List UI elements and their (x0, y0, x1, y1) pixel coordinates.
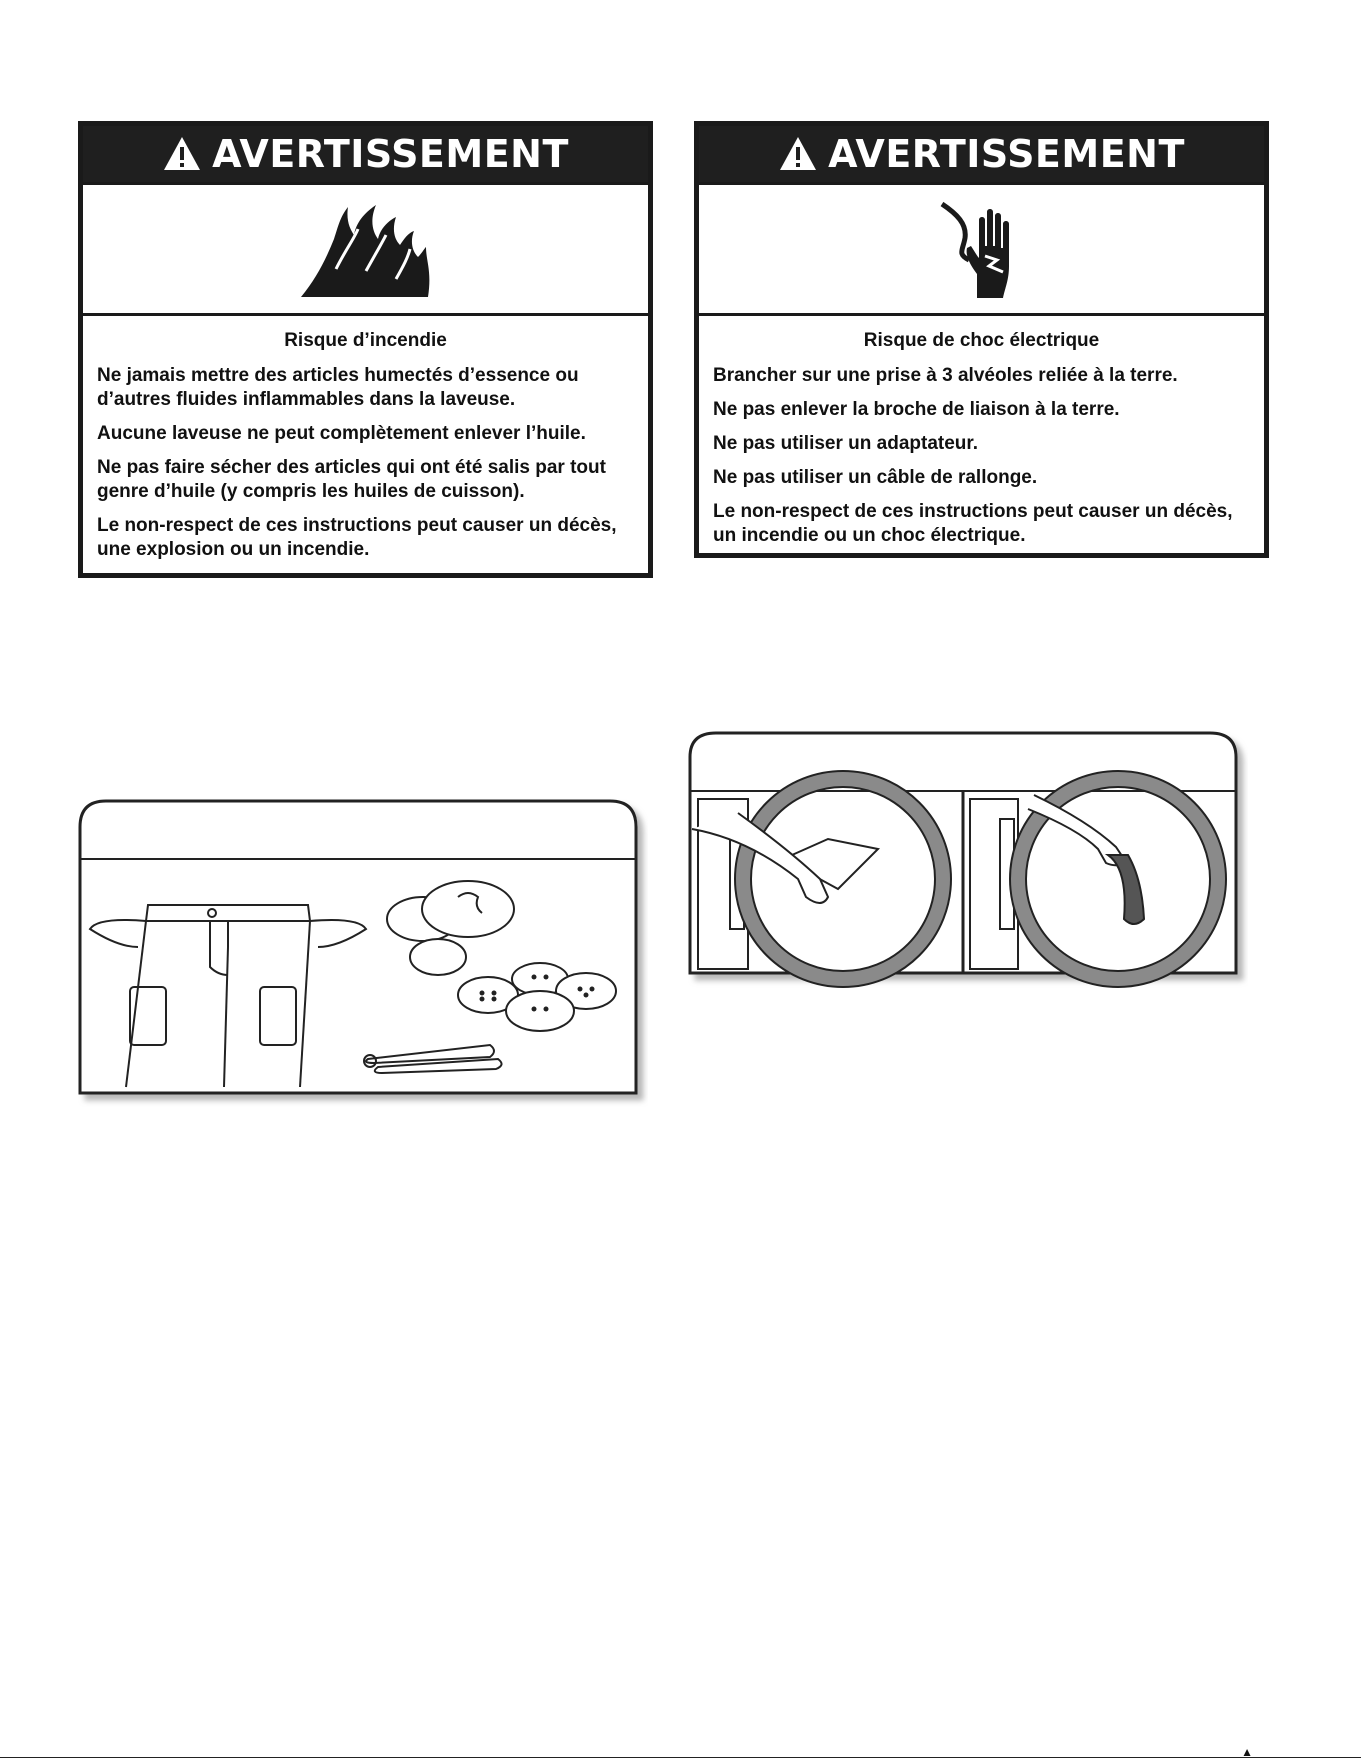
icon-area (82, 182, 649, 316)
warning-header (83, 126, 648, 182)
warning-line: Brancher sur une prise à 3 alvéoles reliée à la terre. (713, 365, 1178, 386)
warning-line: Ne pas utiliser un câble de rallonge. (713, 467, 1038, 488)
fire-icon (296, 199, 436, 299)
fire-warning-box (78, 121, 653, 578)
page-marker: ▲ (1241, 1745, 1253, 1759)
warning-line: Le non-respect de ces instructions peut causer un décès, un incendie ou un choc électrique. (713, 501, 1233, 546)
icon-area (698, 182, 1265, 316)
warning-line: Le non-respect de ces instructions peut causer un décès, une explosion ou un incendie. (97, 515, 617, 560)
warning-title: AVERTISSEMENT (828, 132, 1185, 176)
pockets-illustration-panel (78, 797, 648, 1107)
warning-subtitle: Risque d’incendie (284, 330, 447, 351)
warning-title: AVERTISSEMENT (212, 132, 569, 176)
warning-line: Ne pas utiliser un adaptateur. (713, 433, 979, 454)
drum-illustration-panel (688, 729, 1248, 999)
warning-subtitle: Risque de choc électrique (863, 330, 1100, 351)
warning-line: Ne pas enlever la broche de liaison à la terre. (713, 399, 1120, 420)
warning-body (83, 316, 648, 580)
electric-shock-hand-icon (927, 194, 1037, 304)
warning-line: Aucune laveuse ne peut complètement enlever l’huile. (97, 423, 586, 444)
bottom-rule (0, 1757, 1361, 1758)
warning-line: Ne jamais mettre des articles humectés d’essence ou d’autres fluides inflammables dans la laveuse. (97, 365, 579, 410)
warning-line: Ne pas faire sécher des articles qui ont été salis par tout genre d’huile (y compris les huiles de cuisson). (97, 457, 606, 502)
warning-header (699, 126, 1264, 182)
electric-warning-box (694, 121, 1269, 558)
warning-triangle-icon (162, 134, 202, 174)
warning-triangle-icon (778, 134, 818, 174)
warning-body (699, 316, 1264, 566)
